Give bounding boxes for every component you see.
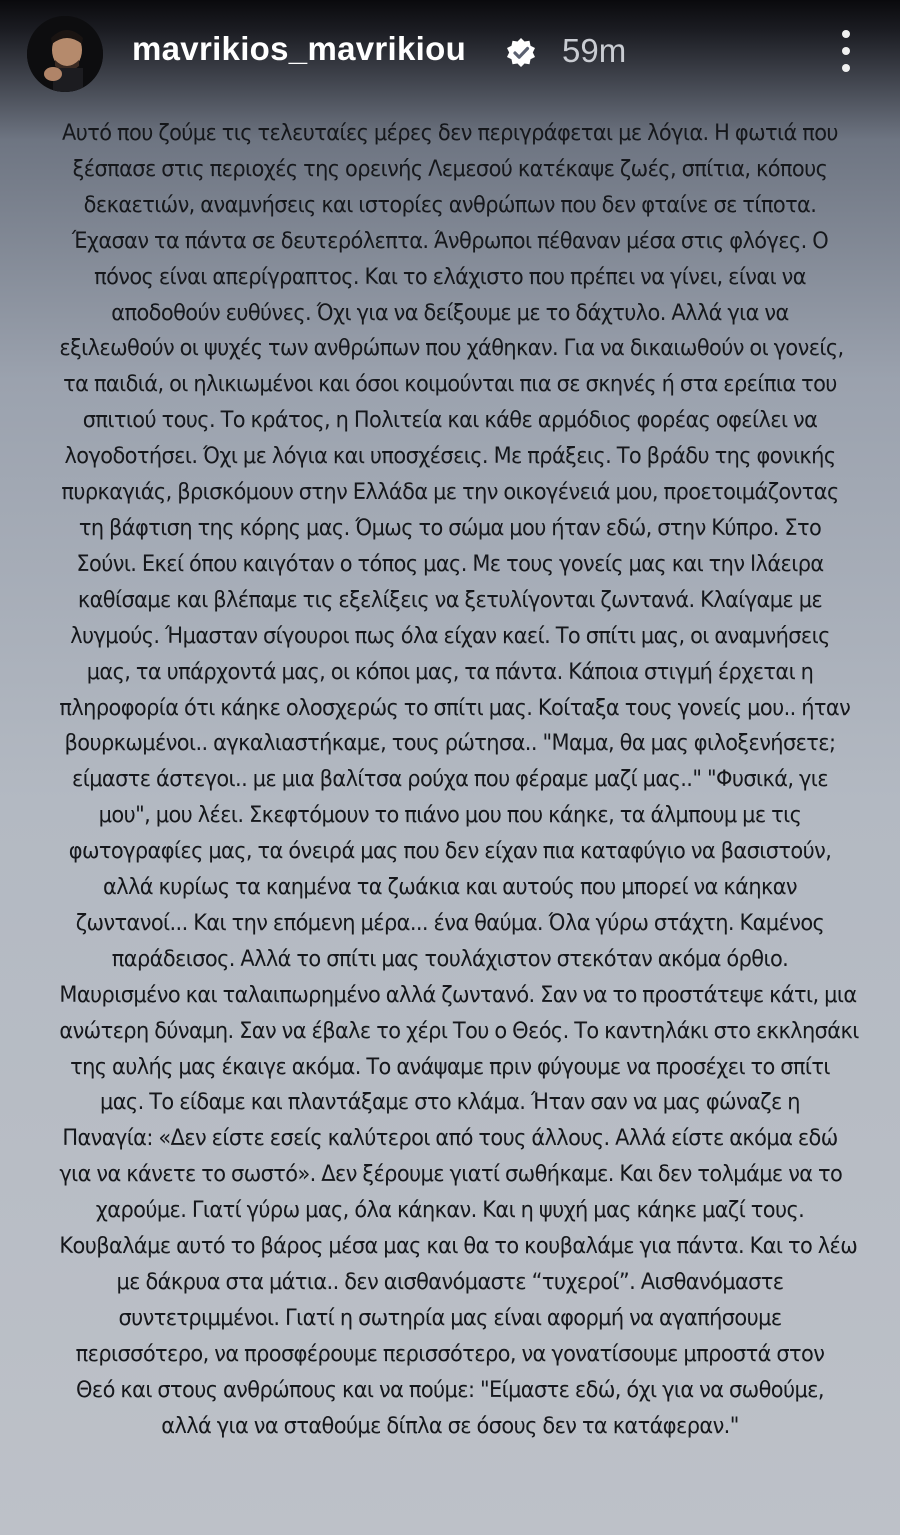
story-line: είμαστε άστεγοι.. με μια βαλίτσα ρούχα που φέραμε μαζί μας.." "Φυσικά, γιε bbox=[72, 766, 828, 793]
story-line: ανώτερη δύναμη. Σαν να έβαλε το χέρι Του ο Θεός. Το καντηλάκι στο εκκλησάκι bbox=[59, 1017, 859, 1044]
story-line: Έχασαν τα πάντα σε δευτερόλεπτα. Άνθρωποι πέθαναν μέσα στις φλόγες. Ο bbox=[71, 227, 829, 254]
story-line: της αυλής μας έκαιγε ακόμα. Το ανάψαμε πριν φύγουμε να προσέχει το σπίτι bbox=[70, 1053, 830, 1080]
story-line: ξέσπασε στις περιοχές της ορεινής Λεμεσού κατέκαψε ζωές, σπίτια, κόπους bbox=[72, 155, 828, 182]
story-line: Θεό και στους ανθρώπους και να πούμε: "Είμαστε εδώ, όχι για να σωθούμε, bbox=[76, 1376, 824, 1403]
story-line: λογοδοτήσει. Όχι με λόγια και υποσχέσεις. Με πράξεις. Το βράδυ της φονικής bbox=[64, 443, 836, 470]
story-line: πληροφορία ότι κάηκε ολοσχερώς το σπίτι μας. Κοίταξα τους γονείς μου.. ήταν bbox=[59, 694, 851, 721]
story-line: αποδοθούν ευθύνες. Όχι για να δείξουμε με το δάχτυλο. Αλλά για να bbox=[111, 299, 789, 326]
story-line: μας. Το είδαμε και πλαντάξαμε στο κλάμα. Ήταν σαν να μας φώναζε η bbox=[100, 1089, 800, 1116]
story-line: φωτογραφίες μας, τα όνειρά μας που δεν είχαν πια καταφύγιο να βασιστούν, bbox=[68, 838, 832, 865]
more-dot bbox=[842, 64, 850, 72]
story-line: δεκαετιών, αναμνήσεις και ιστορίες ανθρώπων που δεν φταίνε σε τίποτα. bbox=[83, 191, 817, 218]
story-line: καθίσαμε και βλέπαμε τις εξελίξεις να ξετυλίγονται ζωντανά. Κλαίγαμε με bbox=[77, 586, 823, 613]
story-header bbox=[0, 0, 900, 105]
story-line: αλλά κυρίως τα καημένα τα ζωάκια και αυτούς που μπορεί να κάηκαν bbox=[103, 874, 797, 901]
more-dot bbox=[842, 30, 850, 38]
story-line: τη βάφτιση της κόρης μας. Όμως το σώμα μου ήταν εδώ, στην Κύπρο. Στο bbox=[78, 514, 822, 541]
story-line: Αυτό που ζούμε τις τελευταίες μέρες δεν περιγράφεται με λόγια. Η φωτιά που bbox=[62, 120, 838, 146]
more-options-icon[interactable] bbox=[828, 28, 864, 74]
username[interactable]: mavrikios_mavrikiou bbox=[132, 30, 467, 67]
story-line: μας, τα υπάρχοντά μας, οι κόποι μας, τα πάντα. Κάποια στιγμή έρχεται η bbox=[86, 658, 814, 685]
story-line: σπιτιού τους. Το κράτος, η Πολιτεία και κάθε αρμόδιος φορέας οφείλει να bbox=[82, 407, 818, 434]
story-line: Παναγία: «Δεν είστε εσείς καλύτεροι από τους άλλους. Αλλά είστε ακόμα εδώ bbox=[62, 1125, 838, 1152]
story-line: για να κάνετε το σωστό». Δεν ξέρουμε γιατί σωθήκαμε. Και δεν τολμάμε να το bbox=[59, 1161, 843, 1188]
verified-badge-icon bbox=[505, 37, 537, 69]
story-line: ζωντανοί... Και την επόμενη μέρα... ένα θαύμα. Όλα γύρω στάχτη. Καμένος bbox=[75, 909, 825, 936]
story-line: με δάκρυα στα μάτια.. δεν αισθανόμαστε “τυχεροί”. Αισθανόμαστε bbox=[116, 1269, 784, 1295]
story-line: τα παιδιά, οι ηλικιωμένοι και όσοι κοιμούνται πια σε σκηνές ή στα ερείπια του bbox=[63, 371, 837, 398]
avatar[interactable] bbox=[27, 16, 103, 92]
story-line: μου", μου λέει. Σκεφτόμουν το πιάνο μου που κάηκε, τα άλμπουμ με τις bbox=[98, 802, 802, 829]
story-line: πόνος είναι απερίγραπτος. Και το ελάχιστο που πρέπει να γίνει, είναι να bbox=[94, 263, 806, 290]
avatar-image bbox=[27, 16, 103, 92]
story-line: συντετριμμένοι. Γιατί η σωτηρία μας είναι αφορμή να αγαπήσουμε bbox=[118, 1304, 782, 1331]
more-dot bbox=[842, 47, 850, 55]
story-line: περισσότερο, να προσφέρουμε περισσότερο, να γονατίσουμε μπροστά στον bbox=[75, 1340, 825, 1367]
story-line: βουρκωμένοι.. αγκαλιαστήκαμε, τους ρώτησα.. "Μαμα, θα μας φιλοξενήσετε; bbox=[64, 730, 836, 757]
story-line: πυρκαγιάς, βρισκόμουν στην Ελλάδα με την οικογένειά μου, προετοιμάζοντας bbox=[61, 479, 839, 506]
post-time: 59m bbox=[562, 32, 627, 69]
story-line: λυγμούς. Ήμασταν σίγουροι πως όλα είχαν καεί. Το σπίτι μας, οι αναμνήσεις bbox=[70, 622, 830, 649]
story-line: εξιλεωθούν οι ψυχές των ανθρώπων που χάθηκαν. Για να δικαιωθούν οι γονείς, bbox=[59, 335, 844, 362]
story-line: Μαυρισμένο και ταλαιπωρημένο αλλά ζωντανό. Σαν να το προστάτεψε κάτι, μια bbox=[59, 981, 857, 1008]
story-line: αλλά για να σταθούμε δίπλα σε όσους δεν τα κατάφεραν." bbox=[161, 1412, 739, 1439]
story-line: χαρούμε. Γιατί γύρω μας, όλα κάηκαν. Και η ψυχή μας κάηκε μαζί τους. bbox=[95, 1197, 805, 1224]
story-line: Σούνι. Εκεί όπου καιγόταν ο τόπος μας. Με τους γονείς μας και την Ιλάειρα bbox=[76, 550, 824, 577]
story-line: παράδεισος. Αλλά το σπίτι μας τουλάχιστον στεκόταν ακόμα όρθιο. bbox=[111, 945, 789, 972]
story-text bbox=[59, 116, 859, 1445]
story-line: Κουβαλάμε αυτό το βάρος μέσα μας και θα το κουβαλάμε για πάντα. Και το λέω bbox=[59, 1233, 858, 1260]
